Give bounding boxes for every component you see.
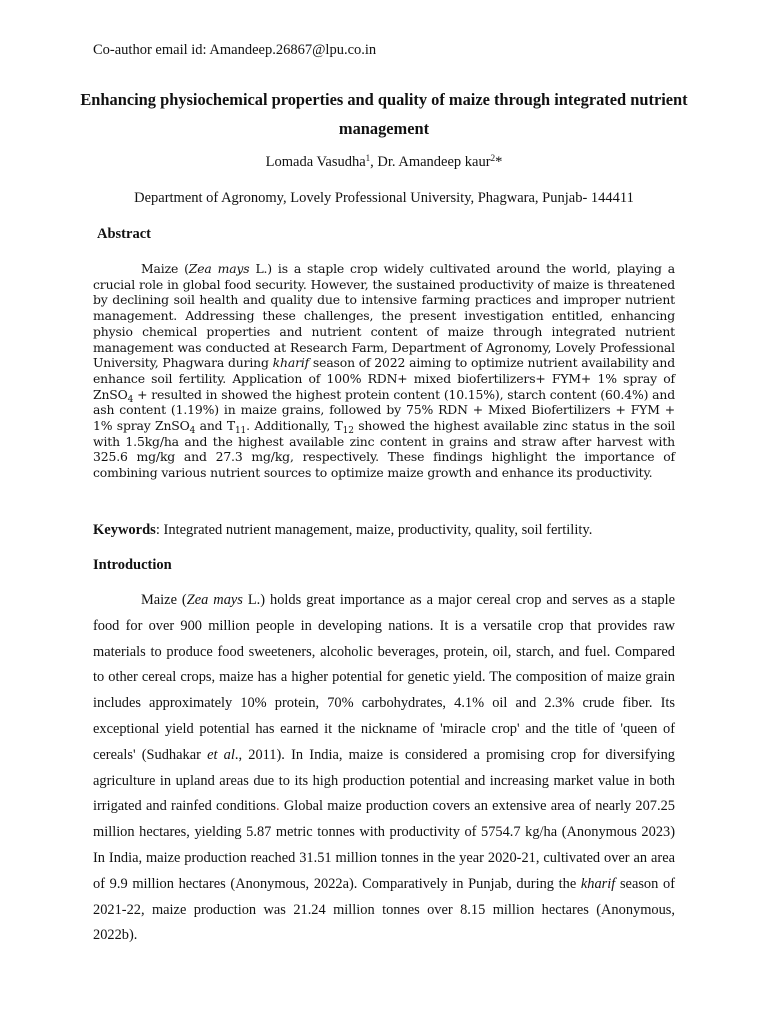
keywords-line (93, 522, 693, 539)
keywords-list: : Integrated nutrient management, maize, productivity, quality, soil fertility. (155, 522, 593, 538)
abstract-species-name: Zea mays (188, 261, 250, 276)
intro-text-run: Global maize production covers an extensive area of nearly 207.25 million hectares, yielding 5.87 metric tonnes with productivity of 5754.7 kg/ha (Anonymous 2023) In India, maize production reached 31.51 million tonnes in the year 2020-21, cultivated over an area of 9.9 million hectares (Anonymous, 2022a). Comparatively in Punjab, during the (93, 798, 675, 892)
coauthor-email: Co-author email id: Amandeep.26867@lpu.co.in (93, 42, 377, 58)
keywords-label: Keywords (93, 522, 156, 538)
abstract-text-run: and T (195, 418, 235, 434)
author-separator: , (370, 154, 378, 170)
author-2-affil-mark: 2 (490, 153, 496, 163)
paper-title: Enhancing physiochemical properties and quality of maize through integrated nutrient management (80, 90, 688, 138)
abstract-subscript: 4 (189, 426, 196, 437)
affiliation: Department of Agronomy, Lovely Professional University, Phagwara, Punjab- 144411 (134, 190, 634, 206)
abstract-season-term: kharif (272, 355, 310, 371)
introduction-heading: Introduction (93, 557, 172, 573)
intro-text-run: L.) holds great importance as a major cereal crop and serves as a staple food for over 900 million people in developing nations. It is a versatile crop that provides raw materials to produce food sweeteners, alcoholic beverages, protein, oil, starch, and fuel. Compared to other cereal crops, maize has a higher potential for genetic yield. The composition of maize grain includes approximately 10% protein, 70% carbohydrates, 4.1% oil and 2.3% crude fiber. Its exceptional yield potential has earned it the nickname of 'miracle crop' and the title of 'queen of cereals' (Sudhakar (93, 592, 675, 763)
abstract-heading: Abstract (97, 226, 151, 242)
abstract-subscript: 4 (127, 394, 134, 405)
author-2-name: Dr. Amandeep kaur (377, 154, 491, 170)
abstract-subscript: 12 (342, 426, 354, 437)
abstract-text-run: + resulted in showed the highest protein content (10.15%), starch content (60.4%) and ash content (1.19%) in maize grains, followed by 75% RDN + Mixed Biofertilizers + FYM + 1% spray ZnSO (93, 386, 675, 434)
abstract-paragraph (93, 261, 675, 481)
intro-text-run: Maize ( (141, 592, 187, 608)
corresponding-author-mark: * (495, 154, 503, 170)
intro-citation-etal: et al (207, 746, 235, 763)
abstract-text-run: Maize ( (141, 261, 189, 276)
author-1-name: Lomada Vasudha (265, 154, 366, 170)
author-line (0, 154, 768, 171)
abstract-subscript: 11 (234, 426, 247, 437)
introduction-paragraph (93, 588, 675, 949)
abstract-text-run: showed the highest available zinc status in the soil with 1.5kg/ha and the highest available zinc content in grains and straw after harvest with 325.6 mg/kg and 27.3 mg/kg, respectively. These findings highlight the importance of combining various nutrient sources to optimize maize growth and enhance its productivity. (93, 418, 676, 481)
intro-text-run: ., 2011). In India, maize is considered a promising crop for diversifying agriculture in upland areas due to its high production potential and increasing market value in both irrigated and rainfed conditions (93, 746, 675, 815)
abstract-text-run: . Additionally, T (246, 418, 343, 434)
intro-season-term: kharif (580, 875, 616, 892)
intro-text-run: season of 2021-22, maize production was 21.24 million tonnes over 8.15 million hectares (Anonymous, 2022b). (93, 875, 675, 944)
intro-species-name: Zea mays (186, 592, 243, 608)
intro-highlighted-period: . (276, 798, 280, 815)
abstract-text-run: L.) is a staple crop widely cultivated around the world, playing a crucial role in global food security. However, the sustained productivity of maize is threatened by declining soil health and quality due to intensive farming practices and improper nutrient management. Addressing these challenges, the present investigation entitled, enhancing physio chemical properties and nutrient content of maize through integrated nutrient management was conducted at Research Farm, Department of Agronomy, Lovely Professional University, Phagwara during (93, 261, 675, 371)
author-1-affil-mark: 1 (365, 153, 371, 163)
abstract-text-run: season of 2022 aiming to optimize nutrient availability and enhance soil fertility. Application of 100% RDN+ mixed biofertilizers+ FYM+ 1% spray of ZnSO (93, 355, 676, 402)
